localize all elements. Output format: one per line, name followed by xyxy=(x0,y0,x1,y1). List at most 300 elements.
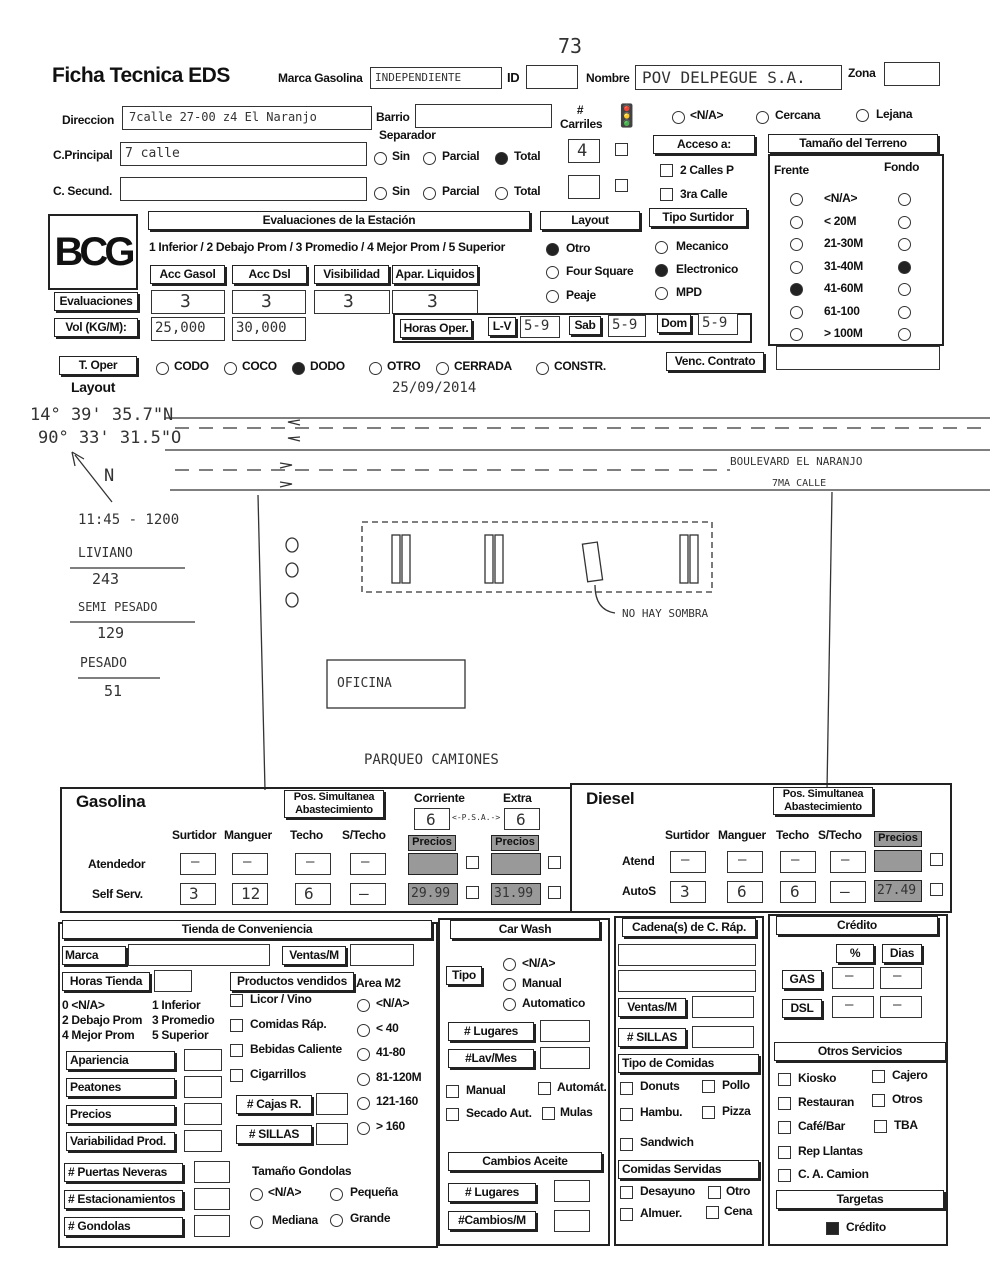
horas-sab-field[interactable] xyxy=(608,315,646,337)
tienda-scale-2: 1 Inferior xyxy=(152,998,201,1012)
area-radio-2[interactable] xyxy=(357,1048,370,1061)
secund-label: C. Secund. xyxy=(53,184,113,198)
credito-pct: % xyxy=(836,944,874,963)
tienda-cajas: # Cajas R. xyxy=(236,1095,312,1114)
terreno-fondo-radio-6[interactable] xyxy=(898,328,911,341)
proximity-cercana-label: Cercana xyxy=(775,108,821,122)
canopy-outline xyxy=(362,522,712,592)
cadena-sillas-field[interactable] xyxy=(692,1026,754,1048)
diesel-title: Diesel xyxy=(586,789,635,808)
dsl-autos-field-1[interactable] xyxy=(727,881,763,903)
area-radio-0[interactable] xyxy=(357,999,370,1012)
id-field[interactable] xyxy=(526,65,578,89)
proximity-na-radio[interactable] xyxy=(672,111,685,124)
area-radio-3[interactable] xyxy=(357,1073,370,1086)
gas-self-field-3[interactable] xyxy=(350,883,386,905)
gas-check-2[interactable] xyxy=(466,886,479,899)
dsl-atend-field-1[interactable]: — xyxy=(727,851,763,873)
tipo-sandwich-check[interactable] xyxy=(620,1138,633,1151)
carriles-check-1[interactable] xyxy=(615,143,628,156)
gas-self-field-2[interactable] xyxy=(295,883,331,905)
gondolas-mediana-radio[interactable] xyxy=(250,1216,263,1229)
street-label: 7MA CALLE xyxy=(772,478,827,489)
rating-label-2: Precios xyxy=(66,1105,175,1124)
secund-total-radio[interactable] xyxy=(495,187,508,200)
marca-value: INDEPENDIENTE xyxy=(375,71,462,84)
proximity-lejana-label: Lejana xyxy=(876,107,913,121)
tienda-ventas-field[interactable] xyxy=(350,944,414,966)
surtidor-electronico: Electronico xyxy=(676,262,739,276)
serv-almuer-check[interactable] xyxy=(620,1208,633,1221)
eval-visibilidad-field[interactable] xyxy=(314,290,390,314)
otros-label-7: C. A. Camion xyxy=(798,1167,869,1181)
gas-self-value-1: 12 xyxy=(241,884,261,903)
gas-atendedor: Atendedor xyxy=(88,857,146,871)
diesel-pos: Pos. Simultanea Abastecimiento xyxy=(773,787,873,815)
aceite-cambios: #Cambios/M xyxy=(448,1211,536,1230)
gas-precios-2: Precios xyxy=(491,835,539,851)
traffic-light-icon: 🚦 xyxy=(613,103,641,128)
dsl-atend-field-2[interactable]: — xyxy=(780,851,816,873)
row-vol: Vol (KG/M): xyxy=(54,318,138,337)
otros-check-1[interactable] xyxy=(872,1070,885,1083)
gas-col-techo: Techo xyxy=(290,828,323,842)
gas-atend-field-2[interactable]: — xyxy=(295,853,331,875)
gondolas-pequena: Pequeña xyxy=(350,1185,398,1199)
prod-check-0[interactable] xyxy=(230,994,243,1007)
gas-self-field-0[interactable] xyxy=(180,883,216,905)
gas-atend-field-3[interactable]: — xyxy=(350,853,386,875)
vol-gasol-value: 25,000 xyxy=(155,320,206,336)
tienda-ventas: Ventas/M xyxy=(282,946,346,965)
vol-dsl-field[interactable] xyxy=(232,317,306,341)
otros-label-3: Otros xyxy=(892,1092,923,1106)
tienda-area: Area M2 xyxy=(356,976,401,990)
toper-radio-0[interactable] xyxy=(156,362,169,375)
carwash-manual-radio[interactable] xyxy=(503,978,516,991)
tipo-donuts-check[interactable] xyxy=(620,1082,633,1095)
carwash-chk-secado: Secado Aut. xyxy=(466,1106,532,1120)
surtidor-mecanico-radio[interactable] xyxy=(655,241,668,254)
principal-sin-radio[interactable] xyxy=(374,152,387,165)
cadena-sillas: # SILLAS xyxy=(618,1028,686,1047)
terreno-row-label-5: 61-100 xyxy=(824,303,860,318)
gas-check-1[interactable] xyxy=(548,856,561,869)
carwash-tipo: Tipo xyxy=(446,966,482,985)
gas-self-price-1[interactable] xyxy=(408,883,458,905)
carwash-title: Car Wash xyxy=(450,920,600,939)
gas-price1-value: 29.99 xyxy=(411,886,451,901)
principal-sin: Sin xyxy=(392,149,410,163)
credito-card: Crédito xyxy=(846,1220,886,1234)
gasolina-corriente: Corriente xyxy=(414,791,465,805)
credito-title: Crédito xyxy=(776,916,938,935)
gas-self-price-2[interactable] xyxy=(491,883,541,905)
otros-check-3[interactable] xyxy=(872,1094,885,1107)
acceso-title: Acceso a: xyxy=(653,135,755,154)
pump-island-b-0 xyxy=(402,535,410,583)
secund-parcial: Parcial xyxy=(442,184,480,198)
horas-dom-field[interactable] xyxy=(698,313,738,335)
eval-acc-gasol-field[interactable] xyxy=(151,290,225,314)
gas-col-stecho: S/Techo xyxy=(342,828,386,842)
arrow-right-0 xyxy=(280,463,292,468)
tipo-pizza-check[interactable] xyxy=(702,1106,715,1119)
rating-field-0[interactable] xyxy=(184,1049,222,1071)
count-pesado-n: 51 xyxy=(104,682,123,700)
cadena-field-1[interactable] xyxy=(618,944,756,966)
evaluaciones-scale: 1 Inferior / 2 Debajo Prom / 3 Promedio / 4 Mejor Prom / 5 Superior xyxy=(149,240,505,254)
serv-almuer: Almuer. xyxy=(640,1206,682,1220)
gondolas-na: <N/A> xyxy=(268,1185,302,1199)
terreno-frente-radio-2[interactable] xyxy=(790,238,803,251)
dsl-atend-price[interactable] xyxy=(874,850,922,872)
terreno-frente-radio-3[interactable] xyxy=(790,261,803,274)
dsl-col-techo: Techo xyxy=(776,828,809,842)
principal-total: Total xyxy=(514,149,541,163)
col-acc-gasol: Acc Gasol xyxy=(150,265,225,284)
terreno-fondo-radio-1[interactable] xyxy=(898,216,911,229)
toper-label: T. Oper xyxy=(59,356,137,375)
carwash-chk-mulas: Mulas xyxy=(560,1105,593,1119)
tipo-pollo-check[interactable] xyxy=(702,1080,715,1093)
acceso-3ra-check[interactable] xyxy=(660,188,673,201)
dsl-autos: AutoS xyxy=(622,884,656,898)
carwash-mulas-check[interactable] xyxy=(542,1107,555,1120)
terreno-fondo-radio-2[interactable] xyxy=(898,238,911,251)
tienda-cajas-field[interactable] xyxy=(316,1093,348,1115)
horas-sab-label: Sab xyxy=(569,316,601,335)
rating-field-2[interactable] xyxy=(184,1103,222,1125)
toper-radio-3[interactable] xyxy=(369,362,382,375)
carriles-label: # Carriles xyxy=(560,103,603,131)
direccion-field[interactable] xyxy=(122,106,372,130)
otros-check-0[interactable] xyxy=(778,1073,791,1086)
otros-check-7[interactable] xyxy=(778,1169,791,1182)
prod-label-0: Licor / Vino xyxy=(250,992,312,1006)
tienda-title: Tienda de Conveniencia xyxy=(62,920,432,939)
gasolina-extra: Extra xyxy=(503,791,532,805)
secund-sin: Sin xyxy=(392,184,410,198)
toper-label-5: CONSTR. xyxy=(554,359,606,373)
terreno-frente-radio-4[interactable] xyxy=(790,283,803,296)
gondolas-pequena-radio[interactable] xyxy=(330,1188,343,1201)
direccion-value: 7calle 27-00 z4 El Naranjo xyxy=(129,110,317,124)
area-label-5: > 160 xyxy=(376,1118,405,1133)
serv-cena: Cena xyxy=(724,1204,753,1218)
arrow-right-1 xyxy=(280,482,292,487)
sketch-date: 25/09/2014 xyxy=(392,380,477,396)
gas-atend-price-1[interactable] xyxy=(408,853,458,875)
secund-parcial-radio[interactable] xyxy=(423,187,436,200)
aceite-cambios-field[interactable] xyxy=(554,1210,590,1232)
area-label-2: 41-80 xyxy=(376,1045,406,1059)
surtidor-mpd-radio[interactable] xyxy=(655,287,668,300)
row-evaluaciones: Evaluaciones xyxy=(54,292,138,311)
cadena-ventas: Ventas/M xyxy=(618,998,686,1017)
carwash-automat-check[interactable] xyxy=(538,1082,551,1095)
toper-label-1: COCO xyxy=(242,359,277,373)
horas-lv-value: 5-9 xyxy=(524,318,550,334)
tienda-marca: Marca xyxy=(62,946,126,965)
vol-gasol-field[interactable] xyxy=(151,317,225,341)
pump-island-b-1 xyxy=(495,535,503,583)
lot-right-edge xyxy=(827,492,832,790)
tienda-bottom-field-0[interactable] xyxy=(194,1161,230,1183)
extra-value: 6 xyxy=(516,810,526,829)
terreno-row-label-6: > 100M xyxy=(824,326,863,340)
corriente-value: 6 xyxy=(426,810,436,829)
prod-label-1: Comidas Ráp. xyxy=(250,1017,327,1031)
gas-self-field-1[interactable] xyxy=(232,883,268,905)
rating-field-1[interactable] xyxy=(184,1076,222,1098)
toper-radio-1[interactable] xyxy=(224,362,237,375)
terreno-row-label-0: <N/A> xyxy=(824,191,858,205)
terreno-frente-radio-0[interactable] xyxy=(790,193,803,206)
terreno-fondo-radio-4[interactable] xyxy=(898,283,911,296)
gas-check-0[interactable] xyxy=(466,856,479,869)
carwash-lav: #Lav/Mes xyxy=(448,1049,534,1068)
tipo-sandwich: Sandwich xyxy=(640,1135,694,1149)
carriles-value: 4 xyxy=(577,141,588,161)
gasolina-pos: Pos. Simultanea Abastecimiento xyxy=(284,790,384,818)
area-radio-5[interactable] xyxy=(357,1122,370,1135)
venc-label: Venc. Contrato xyxy=(666,352,764,371)
terreno-fondo-radio-0[interactable] xyxy=(898,193,911,206)
cadena-ventas-field[interactable] xyxy=(692,996,754,1018)
carriles-check-2[interactable] xyxy=(615,179,628,192)
gas-atend-field-0[interactable]: — xyxy=(180,853,216,875)
credito-gas-dias[interactable] xyxy=(880,967,922,989)
tienda-bottom-field-2[interactable] xyxy=(194,1215,230,1237)
tienda-scale-1: 0 <N/A> xyxy=(62,998,105,1012)
no-sombra-label: NO HAY SOMBRA xyxy=(622,607,709,620)
otros-label-0: Kiosko xyxy=(798,1071,837,1085)
gas-col-surtidor: Surtidor xyxy=(172,828,217,842)
dsl-autos-value-1: 6 xyxy=(737,882,747,901)
dsl-check-1[interactable] xyxy=(930,853,943,866)
eval-apar-field[interactable] xyxy=(392,290,478,314)
terreno-row-label-1: < 20M xyxy=(824,213,857,228)
proximity-cercana-radio[interactable] xyxy=(756,111,769,124)
dsl-atend-field-0[interactable]: — xyxy=(670,851,706,873)
toper-radio-4[interactable] xyxy=(436,362,449,375)
carwash-auto: Automatico xyxy=(522,996,586,1010)
dsl-autos-price[interactable] xyxy=(874,880,922,902)
terreno-fondo: Fondo xyxy=(884,160,920,174)
count-liviano-n: 243 xyxy=(92,570,120,588)
prod-check-1[interactable] xyxy=(230,1019,243,1032)
toper-radio-2[interactable] xyxy=(292,362,305,375)
serv-otro-check[interactable] xyxy=(708,1186,721,1199)
corriente-field[interactable] xyxy=(414,808,450,830)
proximity-lejana-radio[interactable] xyxy=(856,109,869,122)
nombre-value: POV DELPEGUE S.A. xyxy=(642,68,806,87)
marca-field[interactable] xyxy=(370,67,502,89)
tank-1 xyxy=(286,563,298,577)
gas-atend-field-1[interactable]: — xyxy=(232,853,268,875)
otros-label-6: Rep Llantas xyxy=(798,1144,863,1158)
cadena-title: Cadena(s) de C. Ráp. xyxy=(622,918,756,937)
lot-left-edge xyxy=(258,495,265,790)
credito-dsl-pct[interactable] xyxy=(832,996,874,1018)
canopy-post xyxy=(582,542,602,582)
pump-island-0 xyxy=(392,535,400,583)
proximity-na-label: <N/A> xyxy=(690,108,724,122)
cadena-field-2[interactable] xyxy=(618,970,756,992)
surtidor-electronico-radio[interactable] xyxy=(655,264,668,277)
count-pesado: PESADO xyxy=(80,656,127,671)
carriles-field-2[interactable] xyxy=(568,175,600,199)
dsl-atend: Atend xyxy=(622,854,655,868)
terreno-fondo-radio-3[interactable] xyxy=(898,261,911,274)
tienda-horas: Horas Tienda xyxy=(62,972,150,991)
dsl-autos-field-3[interactable] xyxy=(830,881,866,903)
tienda-bottom-field-1[interactable] xyxy=(194,1188,230,1210)
dsl-autos-field-0[interactable] xyxy=(670,881,706,903)
aceite-lugares-field[interactable] xyxy=(554,1180,590,1202)
area-radio-4[interactable] xyxy=(357,1097,370,1110)
dsl-precios: Precios xyxy=(874,831,922,847)
tipo-hambu-check[interactable] xyxy=(620,1108,633,1121)
secund-total: Total xyxy=(514,184,541,198)
horas-dom-value: 5-9 xyxy=(702,315,728,331)
horas-dom-label: Dom xyxy=(657,314,691,333)
coord-lon: 90° 33' 31.5"O xyxy=(38,428,182,448)
carwash-na: <N/A> xyxy=(522,956,556,970)
serv-desayuno-check[interactable] xyxy=(620,1186,633,1199)
rating-label-0: Apariencia xyxy=(66,1051,175,1070)
dsl-autos-field-2[interactable] xyxy=(780,881,816,903)
bcg-logo-text: BCG xyxy=(54,230,132,274)
nombre-field[interactable] xyxy=(635,65,842,90)
horas-lv-field[interactable] xyxy=(520,316,560,338)
carriles-field[interactable] xyxy=(568,139,600,163)
credito-gas: GAS xyxy=(782,970,822,989)
gondolas-na-radio[interactable] xyxy=(250,1188,263,1201)
carwash-auto-radio[interactable] xyxy=(503,998,516,1011)
acceso-3ra: 3ra Calle xyxy=(680,187,728,201)
otros-check-6[interactable] xyxy=(778,1146,791,1159)
separador-label: Separador xyxy=(379,128,436,142)
cadena-tipo: Tipo de Comidas xyxy=(618,1054,759,1073)
terreno-frente-radio-1[interactable] xyxy=(790,216,803,229)
prod-check-2[interactable] xyxy=(230,1044,243,1057)
carwash-manual-check[interactable] xyxy=(446,1085,459,1098)
carwash-lav-field[interactable] xyxy=(540,1047,590,1069)
area-label-3: 81-120M xyxy=(376,1069,422,1084)
pump-island-1 xyxy=(485,535,493,583)
dsl-atend-field-3[interactable]: — xyxy=(830,851,866,873)
otros-label-4: Café/Bar xyxy=(798,1119,845,1133)
rating-label-3: Variabilidad Prod. xyxy=(66,1132,175,1151)
otros-check-2[interactable] xyxy=(778,1097,791,1110)
carwash-secado-check[interactable] xyxy=(446,1108,459,1121)
rating-field-3[interactable] xyxy=(184,1130,222,1152)
count-semi: SEMI PESADO xyxy=(78,600,158,614)
venc-field[interactable] xyxy=(776,346,940,370)
credito-dsl-dias[interactable] xyxy=(880,996,922,1018)
credito-gas-pct[interactable] xyxy=(832,967,874,989)
tienda-marca-field[interactable] xyxy=(128,944,270,966)
oficina-label: OFICINA xyxy=(337,676,392,691)
col-visibilidad: Visibilidad xyxy=(314,265,389,284)
principal-field[interactable] xyxy=(120,142,367,166)
dsl-col-manguer: Manguer xyxy=(718,828,766,842)
otros-check-4[interactable] xyxy=(778,1121,791,1134)
page-number: 73 xyxy=(558,34,583,58)
cadena-servidas: Comidas Servidas xyxy=(618,1160,759,1179)
credito-dias: Dias xyxy=(882,944,922,963)
secund-sin-radio[interactable] xyxy=(374,187,387,200)
col-acc-dsl: Acc Dsl xyxy=(232,265,307,284)
principal-total-radio[interactable] xyxy=(495,152,508,165)
parqueo-label: PARQUEO CAMIONES xyxy=(364,752,499,768)
area-radio-1[interactable] xyxy=(357,1024,370,1037)
pump-island-2 xyxy=(680,535,688,583)
credito-dsl-dias-dash: — xyxy=(893,997,902,1013)
barrio-label: Barrio xyxy=(376,110,410,124)
tienda-horas-field[interactable] xyxy=(154,970,192,992)
layout-four-radio[interactable] xyxy=(546,266,559,279)
prod-check-3[interactable] xyxy=(230,1069,243,1082)
acceso-2calles-check[interactable] xyxy=(660,164,673,177)
barrio-field[interactable] xyxy=(415,104,552,128)
bcg-logo xyxy=(48,214,138,290)
extra-field[interactable] xyxy=(504,808,540,830)
terreno-frente-radio-6[interactable] xyxy=(790,328,803,341)
gondolas-grande-radio[interactable] xyxy=(330,1214,343,1227)
credito-card-check[interactable] xyxy=(826,1222,839,1235)
area-label-4: 121-160 xyxy=(376,1094,418,1108)
layout-otro: Otro xyxy=(566,241,591,255)
terreno-frente-radio-5[interactable] xyxy=(790,306,803,319)
credito-dsl: DSL xyxy=(782,999,822,1018)
tienda-sillas-field[interactable] xyxy=(316,1123,348,1145)
layout-peaje-radio[interactable] xyxy=(546,290,559,303)
dsl-autos-value-2: 6 xyxy=(790,882,800,901)
count-liviano: LIVIANO xyxy=(78,546,133,561)
gas-atend-price-2[interactable] xyxy=(491,853,541,875)
gas-check-3[interactable] xyxy=(548,886,561,899)
secund-field[interactable] xyxy=(120,177,367,201)
horas-lv-label: L-V xyxy=(488,317,516,336)
dsl-check-2[interactable] xyxy=(930,883,943,896)
principal-label: C.Principal xyxy=(53,148,113,162)
evaluaciones-title: Evaluaciones de la Estación xyxy=(148,211,530,230)
serv-cena-check[interactable] xyxy=(706,1206,719,1219)
terreno-frente: Frente xyxy=(774,163,809,177)
carwash-lugares-field[interactable] xyxy=(540,1020,590,1042)
serv-desayuno: Desayuno xyxy=(640,1184,695,1198)
tienda-bottom-label-2: # Gondolas xyxy=(64,1217,183,1236)
otros-check-5[interactable] xyxy=(874,1120,887,1133)
tipo-pizza: Pizza xyxy=(722,1104,751,1118)
credito-dsl-pct-dash: — xyxy=(845,997,854,1013)
zona-field[interactable] xyxy=(884,62,940,86)
tienda-sillas: # SILLAS xyxy=(236,1125,312,1144)
count-semi-n: 129 xyxy=(97,624,125,642)
eval-acc-dsl-field[interactable] xyxy=(232,290,306,314)
prod-label-2: Bebidas Caliente xyxy=(250,1042,342,1056)
toper-radio-5[interactable] xyxy=(536,362,549,375)
carwash-na-radio[interactable] xyxy=(503,958,516,971)
terreno-fondo-radio-5[interactable] xyxy=(898,306,911,319)
carwash-lugares: # Lugares xyxy=(448,1022,534,1041)
principal-parcial-radio[interactable] xyxy=(423,152,436,165)
gas-precios-1: Precios xyxy=(408,835,456,851)
layout-otro-radio[interactable] xyxy=(546,243,559,256)
